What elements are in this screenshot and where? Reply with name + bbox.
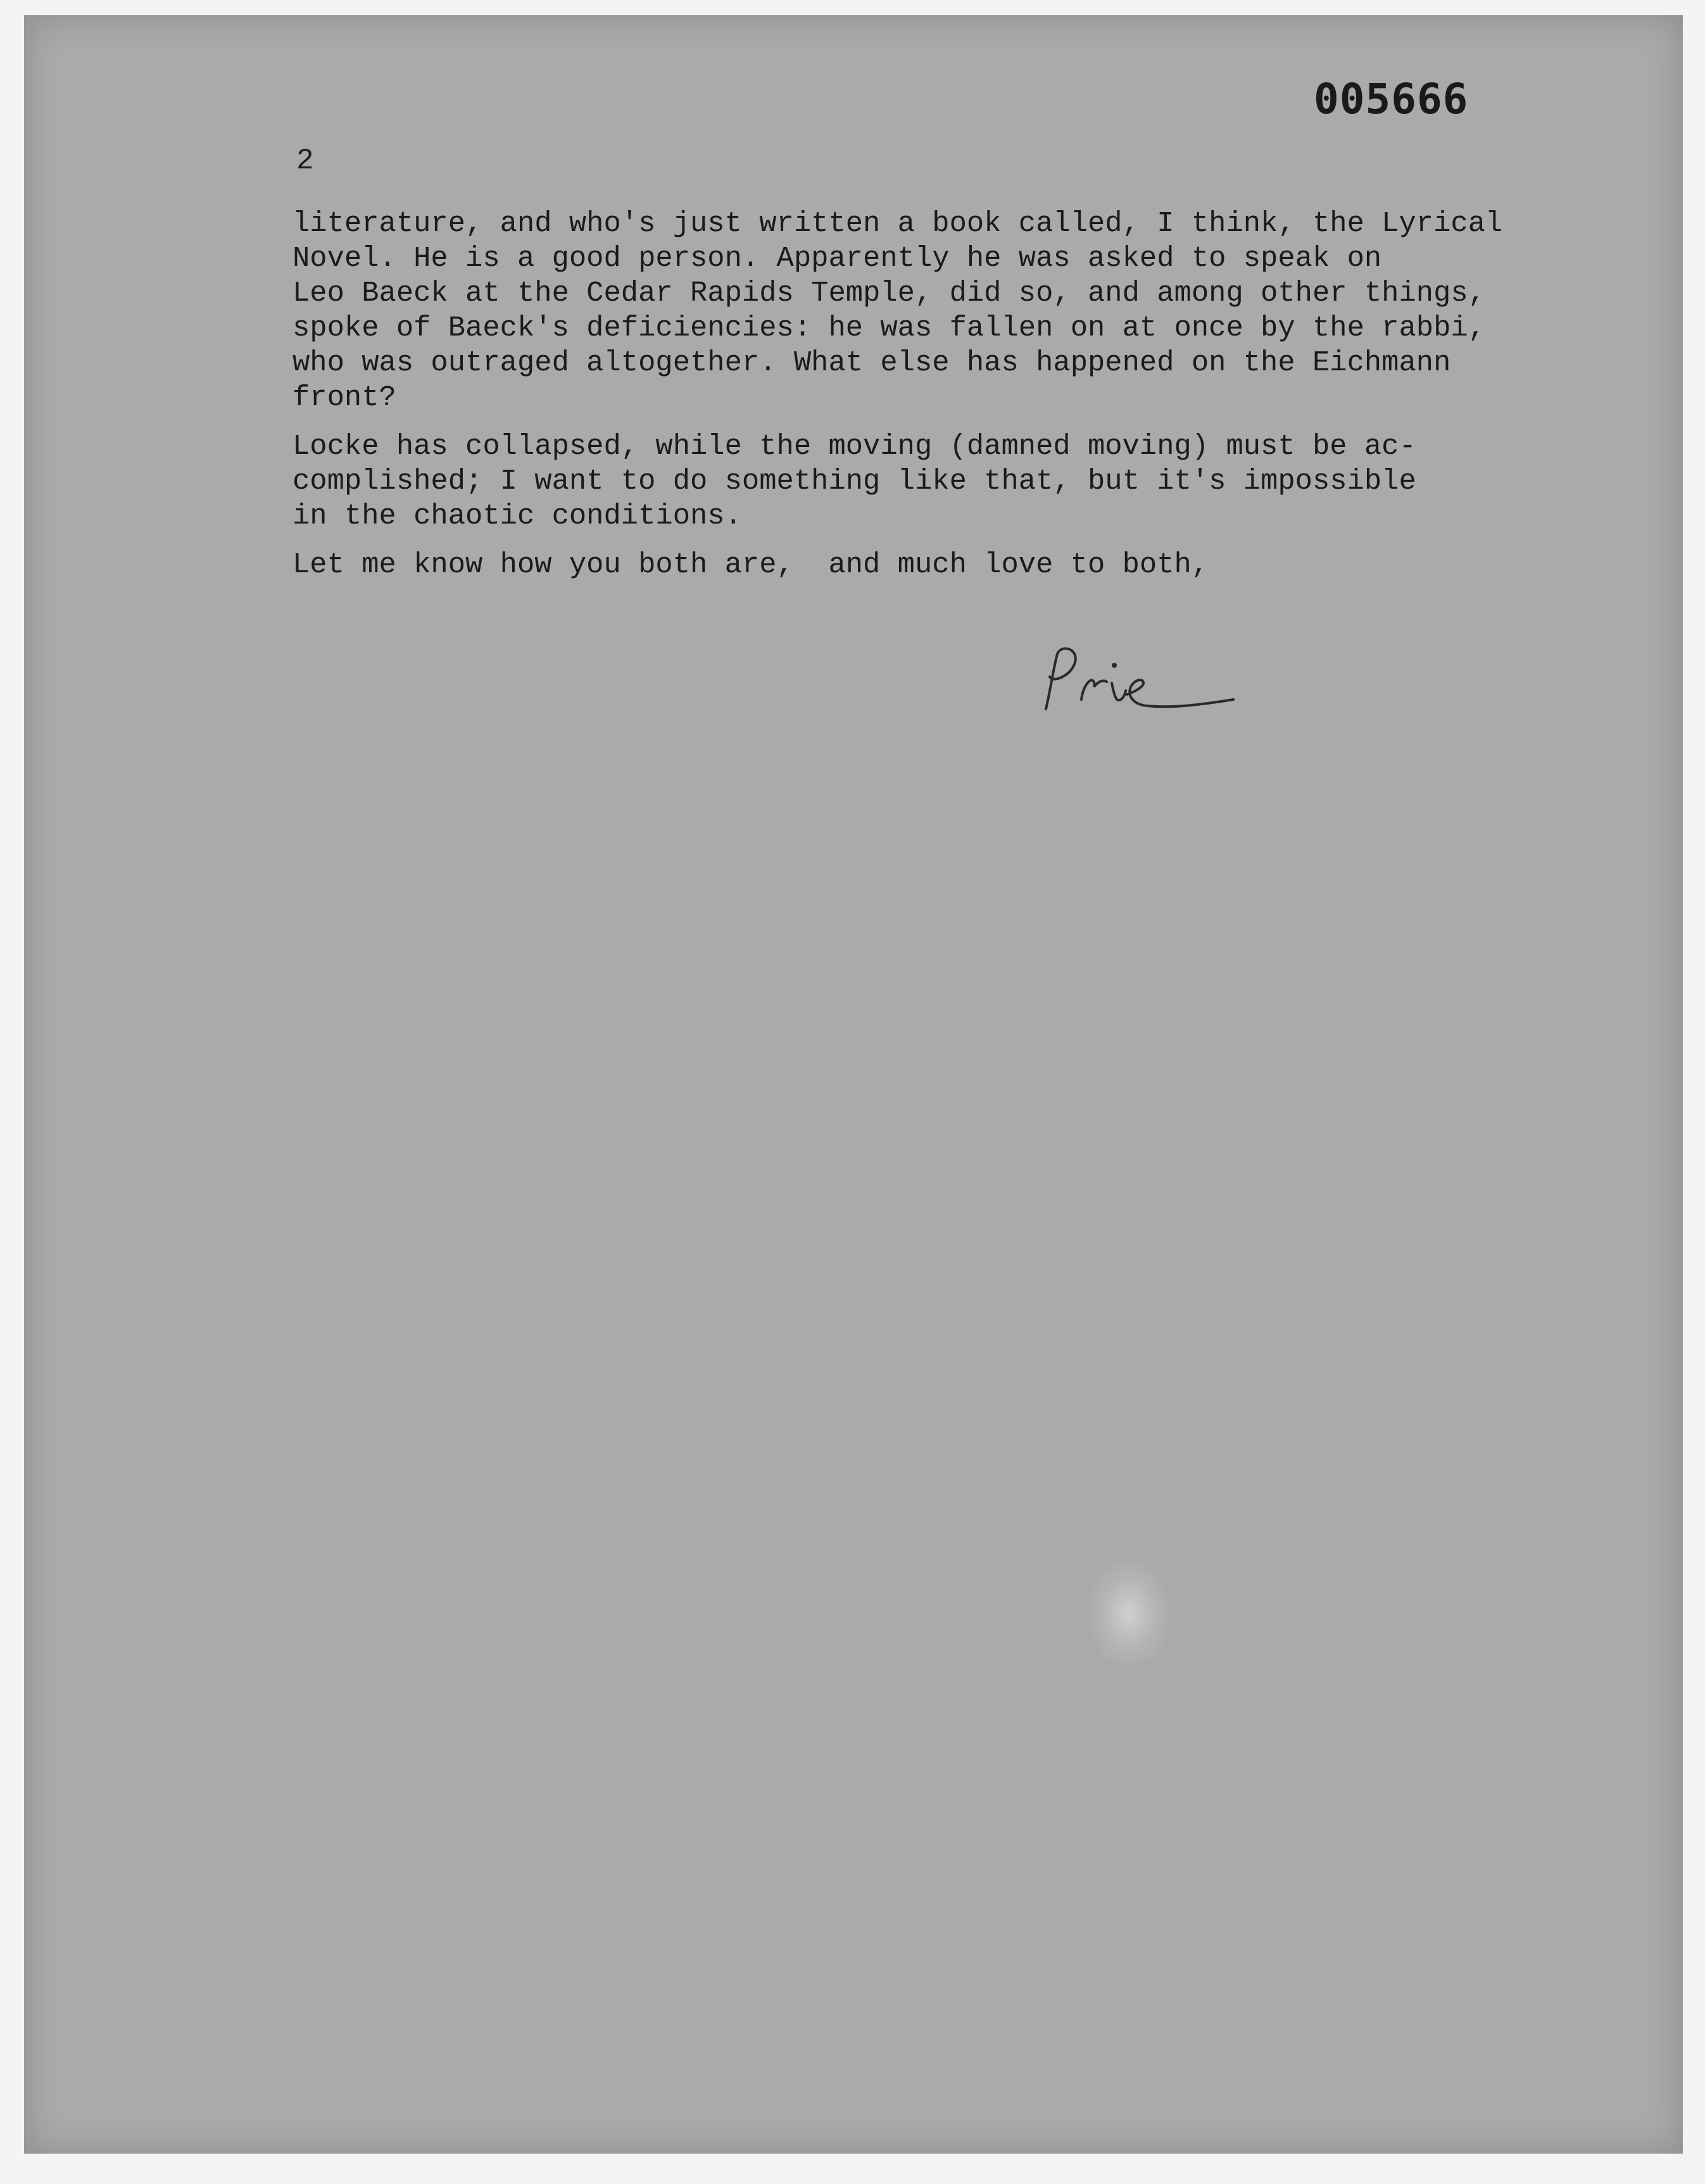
handwritten-signature	[1032, 636, 1241, 731]
text-line: literature, and who's just written a book called, I think, the Lyrical	[293, 207, 1503, 240]
text-line: complished; I want to do something like that, but it's impossible	[293, 465, 1416, 498]
paragraph-2	[293, 429, 1673, 534]
letter-body	[293, 206, 1673, 596]
text-line: front?	[293, 381, 396, 414]
text-line: Locke has collapsed, while the moving (damned moving) must be ac-	[293, 430, 1416, 463]
closing-line	[293, 548, 1673, 582]
text-line: Novel. He is a good person. Apparently he was asked to speak on	[293, 242, 1382, 275]
document-number: 005666	[1314, 75, 1469, 123]
text-line: in the chaotic conditions.	[293, 499, 742, 532]
text-line: who was outraged altogether. What else has happened on the Eichmann	[293, 346, 1451, 379]
page-number: 2	[296, 144, 314, 177]
text-line: Leo Baeck at the Cedar Rapids Temple, did so, and among other things,	[293, 277, 1486, 310]
text-line: spoke of Baeck's deficiencies: he was fallen on at once by the rabbi,	[293, 311, 1486, 344]
text-line: Let me know how you both are, and much love to both,	[293, 548, 1209, 581]
paper-stain	[1088, 1560, 1170, 1667]
paragraph-1	[293, 206, 1673, 415]
